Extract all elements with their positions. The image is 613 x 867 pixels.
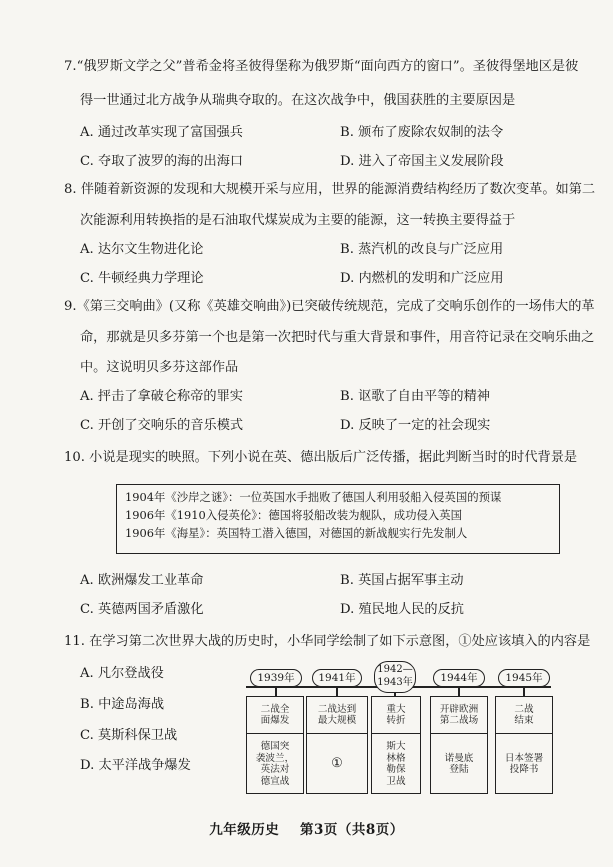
timeline-year-1939: 1939年 [250, 669, 302, 687]
q10-option-a: A. 欧洲爆发工业革命 [80, 573, 204, 588]
page-footer: 九年级历史 第3页（共8页） [209, 822, 404, 838]
timeline-event-detail: 日本签署 投降书 [504, 752, 544, 775]
q9-option-a: A. 抨击了拿破仑称帝的罪实 [80, 389, 243, 404]
q7-option-d: D. 进入了帝国主义发展阶段 [340, 154, 504, 169]
q9-stem-line1: 9.《第三交响曲》(又称《英雄交响曲》)已突破传统规范，完成了交响乐创作的一场伟大的革 [64, 299, 595, 314]
timeline-event-title: 二战 结束 [496, 697, 552, 734]
q11-stem: 11. 在学习第二次世界大战的历史时，小华同学绘制了如下示意图，①处应该填入的内容是 [64, 634, 591, 649]
q11-option-b: B. 中途岛海战 [80, 697, 165, 712]
timeline-blank-1: ① [331, 756, 343, 772]
timeline-year-1941: 1941年 [312, 669, 362, 687]
q8-stem-line1: 8. 伴随着新资源的发现和大规模开采与应用，世界的能源消费结构经历了数次变革。如第二 [64, 182, 596, 197]
q10-material-line: 1906年《1910入侵英伦》：德国将驳船改装为舰队，成功侵入英国 [125, 508, 463, 522]
timeline-event-title: 二战达到 最大规模 [307, 697, 367, 734]
q9-option-b: B. 讴歌了自由平等的精神 [340, 389, 490, 404]
timeline-cell [246, 696, 304, 794]
timeline-event-detail: 德国突 袭波兰， 英法对 德宣战 [255, 741, 295, 787]
timeline-year-1942-1943: 1942— 1943年 [374, 661, 416, 693]
timeline-cell [306, 696, 368, 794]
q8-option-b: B. 蒸汽机的改良与广泛应用 [340, 242, 504, 257]
q10-material-line: 1906年《海星》：英国特工潜入德国，对德国的新战舰实行先发制人 [125, 526, 468, 540]
timeline-event-detail: 斯大 林格 勒保 卫战 [386, 741, 406, 787]
timeline-event-title: 二战全 面爆发 [247, 697, 303, 734]
q7-stem-line1: 7.“俄罗斯文学之父”普希金将圣彼得堡称为俄罗斯“面向西方的窗口”。圣彼得堡地区是彼 [64, 59, 579, 74]
q7-option-a: A. 通过改革实现了富国强兵 [80, 125, 243, 140]
timeline-cell [430, 696, 488, 794]
q9-stem-line3: 中。这说明贝多芬这部作品 [80, 360, 239, 375]
q8-stem-line2: 次能源利用转换指的是石油取代煤炭成为主要的能源，这一转换主要得益于 [80, 213, 516, 228]
q8-option-d: D. 内燃机的发明和广泛应用 [340, 271, 504, 286]
q8-option-a: A. 达尔文生物进化论 [80, 242, 204, 257]
q10-stem: 10. 小说是现实的映照。下列小说在英、德出版后广泛传播，据此判断当时的时代背景是 [64, 450, 578, 465]
q8-option-c: C. 牛顿经典力学理论 [80, 271, 204, 286]
q7-option-c: C. 夺取了波罗的海的出海口 [80, 154, 244, 169]
q10-material-box [116, 484, 560, 554]
q11-option-a: A. 凡尔登战役 [80, 666, 164, 681]
timeline-event-title: 重大 转折 [372, 697, 420, 734]
timeline-cell [371, 696, 421, 794]
q10-option-b: B. 英国占据军事主动 [340, 573, 464, 588]
q10-option-d: D. 殖民地人民的反抗 [340, 602, 464, 617]
timeline-cell [495, 696, 553, 794]
q9-option-d: D. 反映了一定的社会现实 [340, 418, 491, 433]
q11-option-d: D. 太平洋战争爆发 [80, 758, 191, 773]
timeline-event-detail: 诺曼底 登陆 [444, 752, 474, 775]
q7-option-b: B. 颁布了废除农奴制的法令 [340, 125, 504, 140]
q9-option-c: C. 开创了交响乐的音乐模式 [80, 418, 244, 433]
q7-stem-line2: 得一世通过北方战争从瑞典夺取的。在这次战争中，俄国获胜的主要原因是 [80, 93, 516, 108]
q10-option-c: C. 英德两国矛盾激化 [80, 602, 204, 617]
q10-material-line: 1904年《沙岸之谜》：一位英国水手拙败了德国人利用驳船入侵英国的预谋 [125, 490, 502, 504]
q9-stem-line2: 命，那就是贝多芬第一个也是第一次把时代与重大背景和事件，用音符记录在交响乐曲之 [80, 330, 595, 345]
q11-option-c: C. 莫斯科保卫战 [80, 728, 178, 743]
timeline-year-1944: 1944年 [433, 669, 485, 687]
timeline-year-1945: 1945年 [498, 669, 550, 687]
timeline-event-title: 开辟欧洲 第二战场 [431, 697, 487, 734]
